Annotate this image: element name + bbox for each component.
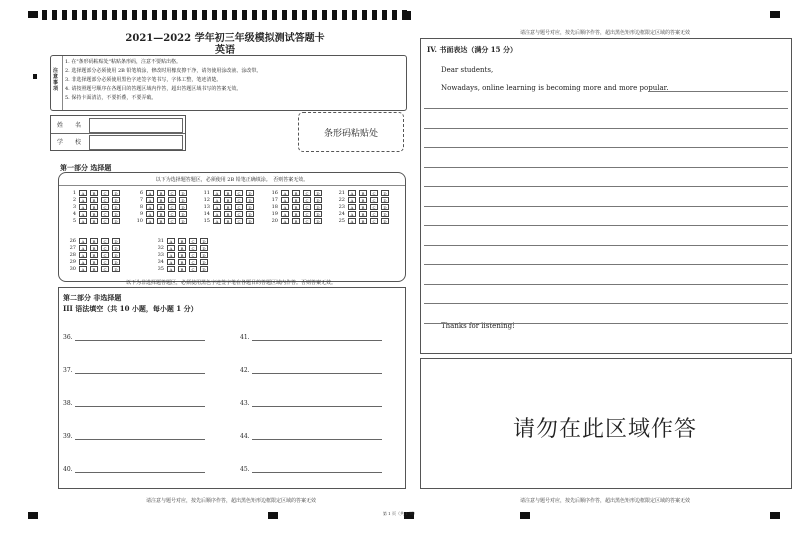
mcq-bubble-d[interactable]: D (179, 211, 187, 217)
timing-marks-top (42, 10, 407, 20)
blank-number: 39. (63, 433, 73, 440)
mcq-bubble-a[interactable]: A (79, 211, 87, 217)
mcq-bubble-d[interactable]: D (381, 211, 389, 217)
blank-line[interactable] (252, 340, 382, 341)
mcq-bubble-a[interactable]: A (167, 245, 175, 251)
mcq-number: 13 (203, 204, 210, 210)
mcq-number: 1 (72, 190, 76, 196)
mcq-bubble-a[interactable]: A (167, 266, 175, 272)
essay-line[interactable] (424, 323, 788, 324)
mcq-bubble-d[interactable]: D (314, 218, 322, 224)
mcq-bubble-d[interactable]: D (179, 218, 187, 224)
mcq-number: 9 (139, 211, 143, 217)
mcq-bubble-a[interactable]: A (79, 266, 87, 272)
writing-answer-area (420, 38, 792, 354)
mcq-number: 19 (271, 211, 278, 217)
right-footer-notice: 请注意与题号对应，按先后顺序作答，超出黑色矩形边框限定区域的答案无效 (519, 498, 690, 504)
mcq-bubble-c[interactable]: C (101, 259, 109, 265)
notes-item-4: 4. 请按照题号顺序在各题目的答题区域内作答，超出答题区域书写的答案无效。 (65, 86, 242, 92)
blank-line[interactable] (75, 373, 205, 374)
essay-line[interactable] (424, 186, 788, 187)
mcq-number: 6 (139, 190, 143, 196)
mcq-bubble-c[interactable]: C (168, 211, 176, 217)
mcq-bubble-c[interactable]: C (370, 211, 378, 217)
mcq-bubble-d[interactable]: D (200, 259, 208, 265)
blank-line[interactable] (252, 373, 382, 374)
mcq-bubble-d[interactable]: D (381, 204, 389, 210)
mcq-bubble-a[interactable]: A (146, 204, 154, 210)
mcq-bubble-d[interactable]: D (112, 245, 120, 251)
mcq-bubble-d[interactable]: D (200, 238, 208, 244)
mcq-bubble-c[interactable]: C (370, 197, 378, 203)
mcq-bubble-b[interactable]: B (157, 204, 165, 210)
mcq-bubble-b[interactable]: B (359, 204, 367, 210)
blank-number: 45. (240, 466, 250, 473)
mcq-bubble-d[interactable]: D (200, 266, 208, 272)
essay-line[interactable] (424, 167, 788, 168)
blank-line[interactable] (252, 472, 382, 473)
part1-instruction-line (59, 185, 405, 186)
corner-mark-bottom-center-right (520, 512, 530, 519)
notes-item-2: 2. 选择题部分必须使用 2B 铅笔填涂，修改时用橡皮擦干净，请勿使用涂改液、涂改带。 (65, 68, 262, 74)
mcq-bubble-a[interactable]: A (348, 197, 356, 203)
mcq-bubble-b[interactable]: B (224, 204, 232, 210)
essay-line[interactable] (424, 128, 788, 129)
mcq-number: 14 (203, 211, 210, 217)
mcq-number: 34 (157, 259, 164, 265)
blank-number: 43. (240, 400, 250, 407)
notes-item-1: 1. 在"条形码粘贴处"粘贴条形码，注意不要贴出格。 (65, 59, 181, 65)
part1-title: 第一部分 选择题 (60, 163, 112, 172)
mcq-bubble-b[interactable]: B (90, 204, 98, 210)
mcq-number: 20 (271, 218, 278, 224)
mcq-bubble-a[interactable]: A (167, 259, 175, 265)
mcq-bubble-d[interactable]: D (246, 197, 254, 203)
mcq-number: 22 (338, 197, 345, 203)
mcq-bubble-a[interactable]: A (146, 197, 154, 203)
first-line-blank (648, 91, 788, 92)
mcq-bubble-b[interactable]: B (292, 197, 300, 203)
mcq-bubble-d[interactable]: D (179, 190, 187, 196)
corner-mark-bottom-center-left (268, 512, 278, 519)
mcq-number: 28 (69, 252, 76, 258)
corner-mark-bottom-left (28, 512, 38, 519)
mcq-bubble-a[interactable]: A (213, 211, 221, 217)
mcq-number: 3 (72, 204, 76, 210)
mcq-bubble-a[interactable]: A (213, 204, 221, 210)
part2-instruction: 以下为非选择题答题区，必须使用黑色字迹签字笔在各题目的答题区域内作答。否则答案无效。 (125, 280, 336, 286)
essay-line[interactable] (424, 264, 788, 265)
mcq-bubble-c[interactable]: C (168, 190, 176, 196)
mcq-bubble-b[interactable]: B (178, 238, 186, 244)
blank-line[interactable] (75, 439, 205, 440)
mcq-number: 33 (157, 252, 164, 258)
mcq-bubble-d[interactable]: D (314, 190, 322, 196)
mcq-bubble-a[interactable]: A (213, 197, 221, 203)
notes-divider (62, 56, 63, 110)
mcq-bubble-c[interactable]: C (303, 211, 311, 217)
mcq-bubble-d[interactable]: D (179, 197, 187, 203)
mcq-bubble-b[interactable]: B (157, 197, 165, 203)
part2-title: 第二部分 非选择题 (63, 293, 122, 302)
essay-line[interactable] (424, 206, 788, 207)
mcq-bubble-a[interactable]: A (79, 245, 87, 251)
mcq-bubble-d[interactable]: D (246, 218, 254, 224)
mcq-number: 27 (69, 245, 76, 251)
mcq-number: 29 (69, 259, 76, 265)
mcq-number: 15 (203, 218, 210, 224)
mcq-bubble-b[interactable]: B (359, 197, 367, 203)
mcq-bubble-a[interactable]: A (213, 190, 221, 196)
school-field[interactable] (89, 135, 183, 150)
mcq-bubble-c[interactable]: C (101, 266, 109, 272)
mcq-bubble-c[interactable]: C (370, 204, 378, 210)
notes-label: 注意事项 (53, 68, 59, 92)
info-divider (51, 133, 185, 134)
mcq-bubble-b[interactable]: B (178, 252, 186, 258)
mcq-bubble-a[interactable]: A (146, 190, 154, 196)
mcq-bubble-d[interactable]: D (112, 252, 120, 258)
mcq-bubble-b[interactable]: B (157, 218, 165, 224)
mcq-number: 25 (338, 218, 345, 224)
mcq-number: 16 (271, 190, 278, 196)
mcq-bubble-b[interactable]: B (90, 211, 98, 217)
mcq-bubble-a[interactable]: A (79, 190, 87, 196)
mcq-bubble-b[interactable]: B (178, 245, 186, 251)
right-header-notice: 请注意与题号对应，按先后顺序作答，超出黑色矩形边框限定区域的答案无效 (519, 30, 690, 36)
blank-number: 36. (63, 334, 73, 341)
mcq-bubble-b[interactable]: B (359, 218, 367, 224)
mcq-number: 31 (157, 238, 164, 244)
notes-box (50, 55, 407, 111)
mcq-bubble-c[interactable]: C (235, 204, 243, 210)
mcq-bubble-d[interactable]: D (314, 211, 322, 217)
blank-number: 37. (63, 367, 73, 374)
mcq-bubble-d[interactable]: D (314, 197, 322, 203)
mcq-bubble-b[interactable]: B (292, 211, 300, 217)
mcq-number: 24 (338, 211, 345, 217)
name-label: 姓 名 (57, 122, 82, 129)
mcq-bubble-c[interactable]: C (101, 197, 109, 203)
left-footer-notice: 请注意与题号对应，按先后顺序作答，超出黑色矩形边框限定区域的答案无效 (145, 498, 316, 504)
mcq-bubble-c[interactable]: C (370, 190, 378, 196)
blank-line[interactable] (75, 472, 205, 473)
mcq-bubble-c[interactable]: C (235, 211, 243, 217)
part2-answer-area (58, 287, 406, 489)
essay-line[interactable] (424, 303, 788, 304)
mcq-bubble-a[interactable]: A (348, 211, 356, 217)
mcq-bubble-c[interactable]: C (189, 238, 197, 244)
mcq-bubble-d[interactable]: D (381, 190, 389, 196)
mcq-number: 23 (338, 204, 345, 210)
mcq-bubble-b[interactable]: B (224, 218, 232, 224)
barcode-area[interactable] (298, 112, 404, 152)
mcq-bubble-b[interactable]: B (359, 190, 367, 196)
barcode-label: 条形码粘贴处 (323, 129, 378, 139)
mcq-bubble-d[interactable]: D (246, 190, 254, 196)
mcq-bubble-a[interactable]: A (79, 252, 87, 258)
mcq-bubble-d[interactable]: D (381, 197, 389, 203)
mcq-bubble-a[interactable]: A (79, 218, 87, 224)
corner-mark-top-right (770, 11, 780, 18)
mcq-bubble-d[interactable]: D (112, 197, 120, 203)
mcq-bubble-b[interactable]: B (157, 211, 165, 217)
mcq-bubble-c[interactable]: C (168, 204, 176, 210)
page-number: 第 1 页（共 1 页） (382, 511, 418, 516)
mcq-bubble-b[interactable]: B (224, 197, 232, 203)
mcq-number: 8 (139, 204, 143, 210)
subject-title: 英语 (215, 45, 235, 56)
mcq-bubble-d[interactable]: D (112, 266, 120, 272)
school-label: 学 校 (57, 139, 82, 146)
mcq-bubble-c[interactable]: C (303, 197, 311, 203)
mcq-bubble-d[interactable]: D (314, 204, 322, 210)
mcq-bubble-c[interactable]: C (101, 245, 109, 251)
mcq-number: 10 (136, 218, 143, 224)
mcq-bubble-a[interactable]: A (79, 197, 87, 203)
writing-first-line: Nowadays, online learning is becoming more and more popular. (441, 84, 669, 92)
student-info-box (50, 115, 186, 151)
mcq-bubble-c[interactable]: C (303, 204, 311, 210)
essay-line[interactable] (424, 284, 788, 285)
blank-number: 42. (240, 367, 250, 374)
mcq-bubble-b[interactable]: B (90, 218, 98, 224)
mcq-bubble-a[interactable]: A (167, 252, 175, 258)
corner-mark-bottom-right (770, 512, 780, 519)
mcq-bubble-a[interactable]: A (348, 218, 356, 224)
mcq-bubble-c[interactable]: C (189, 259, 197, 265)
blank-line[interactable] (252, 439, 382, 440)
corner-mark-top-left (28, 11, 38, 18)
mcq-bubble-b[interactable]: B (224, 211, 232, 217)
mcq-bubble-b[interactable]: B (157, 190, 165, 196)
blank-number: 44. (240, 433, 250, 440)
mcq-number: 26 (69, 238, 76, 244)
mcq-number: 17 (271, 197, 278, 203)
mcq-bubble-c[interactable]: C (189, 245, 197, 251)
corner-mark-top-center (405, 11, 411, 20)
mcq-bubble-c[interactable]: C (189, 252, 197, 258)
mcq-bubble-b[interactable]: B (359, 211, 367, 217)
essay-line[interactable] (424, 147, 788, 148)
mcq-bubble-b[interactable]: B (178, 266, 186, 272)
mcq-number: 4 (72, 211, 76, 217)
mcq-bubble-a[interactable]: A (79, 204, 87, 210)
name-field[interactable] (89, 118, 183, 133)
mcq-bubble-c[interactable]: C (370, 218, 378, 224)
mcq-number: 12 (203, 197, 210, 203)
mcq-bubble-a[interactable]: A (146, 218, 154, 224)
mcq-bubble-b[interactable]: B (178, 259, 186, 265)
mcq-bubble-d[interactable]: D (112, 259, 120, 265)
mcq-bubble-a[interactable]: A (348, 204, 356, 210)
mcq-bubble-d[interactable]: D (179, 204, 187, 210)
exam-title: 2021—2022 学年初三年级模拟测试答题卡 (125, 33, 325, 44)
mcq-number: 7 (139, 197, 143, 203)
no-answer-zone-text: 请勿在此区域作答 (512, 417, 697, 442)
mcq-bubble-b[interactable]: B (224, 190, 232, 196)
mcq-bubble-c[interactable]: C (303, 218, 311, 224)
essay-line[interactable] (424, 245, 788, 246)
mcq-bubble-d[interactable]: D (112, 211, 120, 217)
mcq-bubble-a[interactable]: A (167, 238, 175, 244)
mcq-bubble-a[interactable]: A (348, 190, 356, 196)
mcq-bubble-d[interactable]: D (246, 211, 254, 217)
mcq-bubble-c[interactable]: C (101, 218, 109, 224)
mcq-bubble-c[interactable]: C (101, 204, 109, 210)
writing-title: IV. 书面表达（满分 15 分） (427, 45, 517, 54)
mcq-bubble-b[interactable]: B (90, 238, 98, 244)
mcq-bubble-c[interactable]: C (101, 252, 109, 258)
mcq-bubble-d[interactable]: D (200, 245, 208, 251)
part2-subtitle: III 语法填空（共 10 小题，每小题 1 分） (63, 304, 198, 313)
mcq-bubble-c[interactable]: C (101, 238, 109, 244)
mcq-bubble-b[interactable]: B (90, 245, 98, 251)
mcq-bubble-d[interactable]: D (112, 238, 120, 244)
blank-line[interactable] (252, 406, 382, 407)
mcq-number: 18 (271, 204, 278, 210)
blank-line[interactable] (75, 340, 205, 341)
blank-number: 41. (240, 334, 250, 341)
mcq-bubble-a[interactable]: A (79, 259, 87, 265)
mcq-bubble-a[interactable]: A (281, 204, 289, 210)
mcq-number: 5 (72, 218, 76, 224)
mcq-bubble-d[interactable]: D (246, 204, 254, 210)
mcq-bubble-d[interactable]: D (112, 218, 120, 224)
mcq-bubble-b[interactable]: B (292, 190, 300, 196)
mcq-number: 21 (338, 190, 345, 196)
mcq-bubble-b[interactable]: B (292, 218, 300, 224)
blank-line[interactable] (75, 406, 205, 407)
writing-closing: Thanks for listening! (441, 322, 515, 330)
essay-line[interactable] (424, 225, 788, 226)
mcq-bubble-b[interactable]: B (90, 259, 98, 265)
mcq-bubble-d[interactable]: D (200, 252, 208, 258)
mcq-bubble-a[interactable]: A (281, 197, 289, 203)
mcq-bubble-c[interactable]: C (189, 266, 197, 272)
mcq-bubble-a[interactable]: A (213, 218, 221, 224)
mcq-bubble-a[interactable]: A (146, 211, 154, 217)
mcq-bubble-c[interactable]: C (168, 197, 176, 203)
mcq-number: 11 (203, 190, 210, 196)
mcq-bubble-a[interactable]: A (79, 238, 87, 244)
mcq-bubble-c[interactable]: C (235, 218, 243, 224)
mcq-bubble-b[interactable]: B (90, 266, 98, 272)
mcq-bubble-c[interactable]: C (235, 190, 243, 196)
mcq-bubble-d[interactable]: D (381, 218, 389, 224)
notes-item-5: 5. 保持卡面清洁，不要折叠，不要弄破。 (65, 95, 157, 101)
writing-greeting: Dear students, (441, 66, 494, 74)
mcq-bubble-c[interactable]: C (303, 190, 311, 196)
mcq-bubble-b[interactable]: B (90, 197, 98, 203)
blank-number: 40. (63, 466, 73, 473)
notes-item-3: 3. 非选择题部分必须使用黑色字迹签字笔书写，字体工整，笔迹清楚。 (65, 77, 222, 83)
mcq-bubble-b[interactable]: B (90, 190, 98, 196)
mcq-bubble-c[interactable]: C (168, 218, 176, 224)
part1-instruction: 以下为选择题答题区，必须使用 2B 铅笔正确填涂。 否则答案无效。 (155, 177, 309, 183)
mcq-bubble-d[interactable]: D (112, 190, 120, 196)
mcq-bubble-d[interactable]: D (112, 204, 120, 210)
mcq-number: 32 (157, 245, 164, 251)
side-mark-left (33, 74, 37, 79)
mcq-number: 2 (72, 197, 76, 203)
blank-number: 38. (63, 400, 73, 407)
mcq-bubble-c[interactable]: C (101, 190, 109, 196)
mcq-bubble-c[interactable]: C (101, 211, 109, 217)
mcq-number: 35 (157, 266, 164, 272)
part1-answer-area (58, 172, 406, 282)
mcq-bubble-c[interactable]: C (235, 197, 243, 203)
essay-line[interactable] (424, 108, 788, 109)
mcq-number: 30 (69, 266, 76, 272)
mcq-bubble-b[interactable]: B (292, 204, 300, 210)
mcq-bubble-b[interactable]: B (90, 252, 98, 258)
mcq-bubble-a[interactable]: A (281, 190, 289, 196)
mcq-bubble-a[interactable]: A (281, 218, 289, 224)
mcq-bubble-a[interactable]: A (281, 211, 289, 217)
